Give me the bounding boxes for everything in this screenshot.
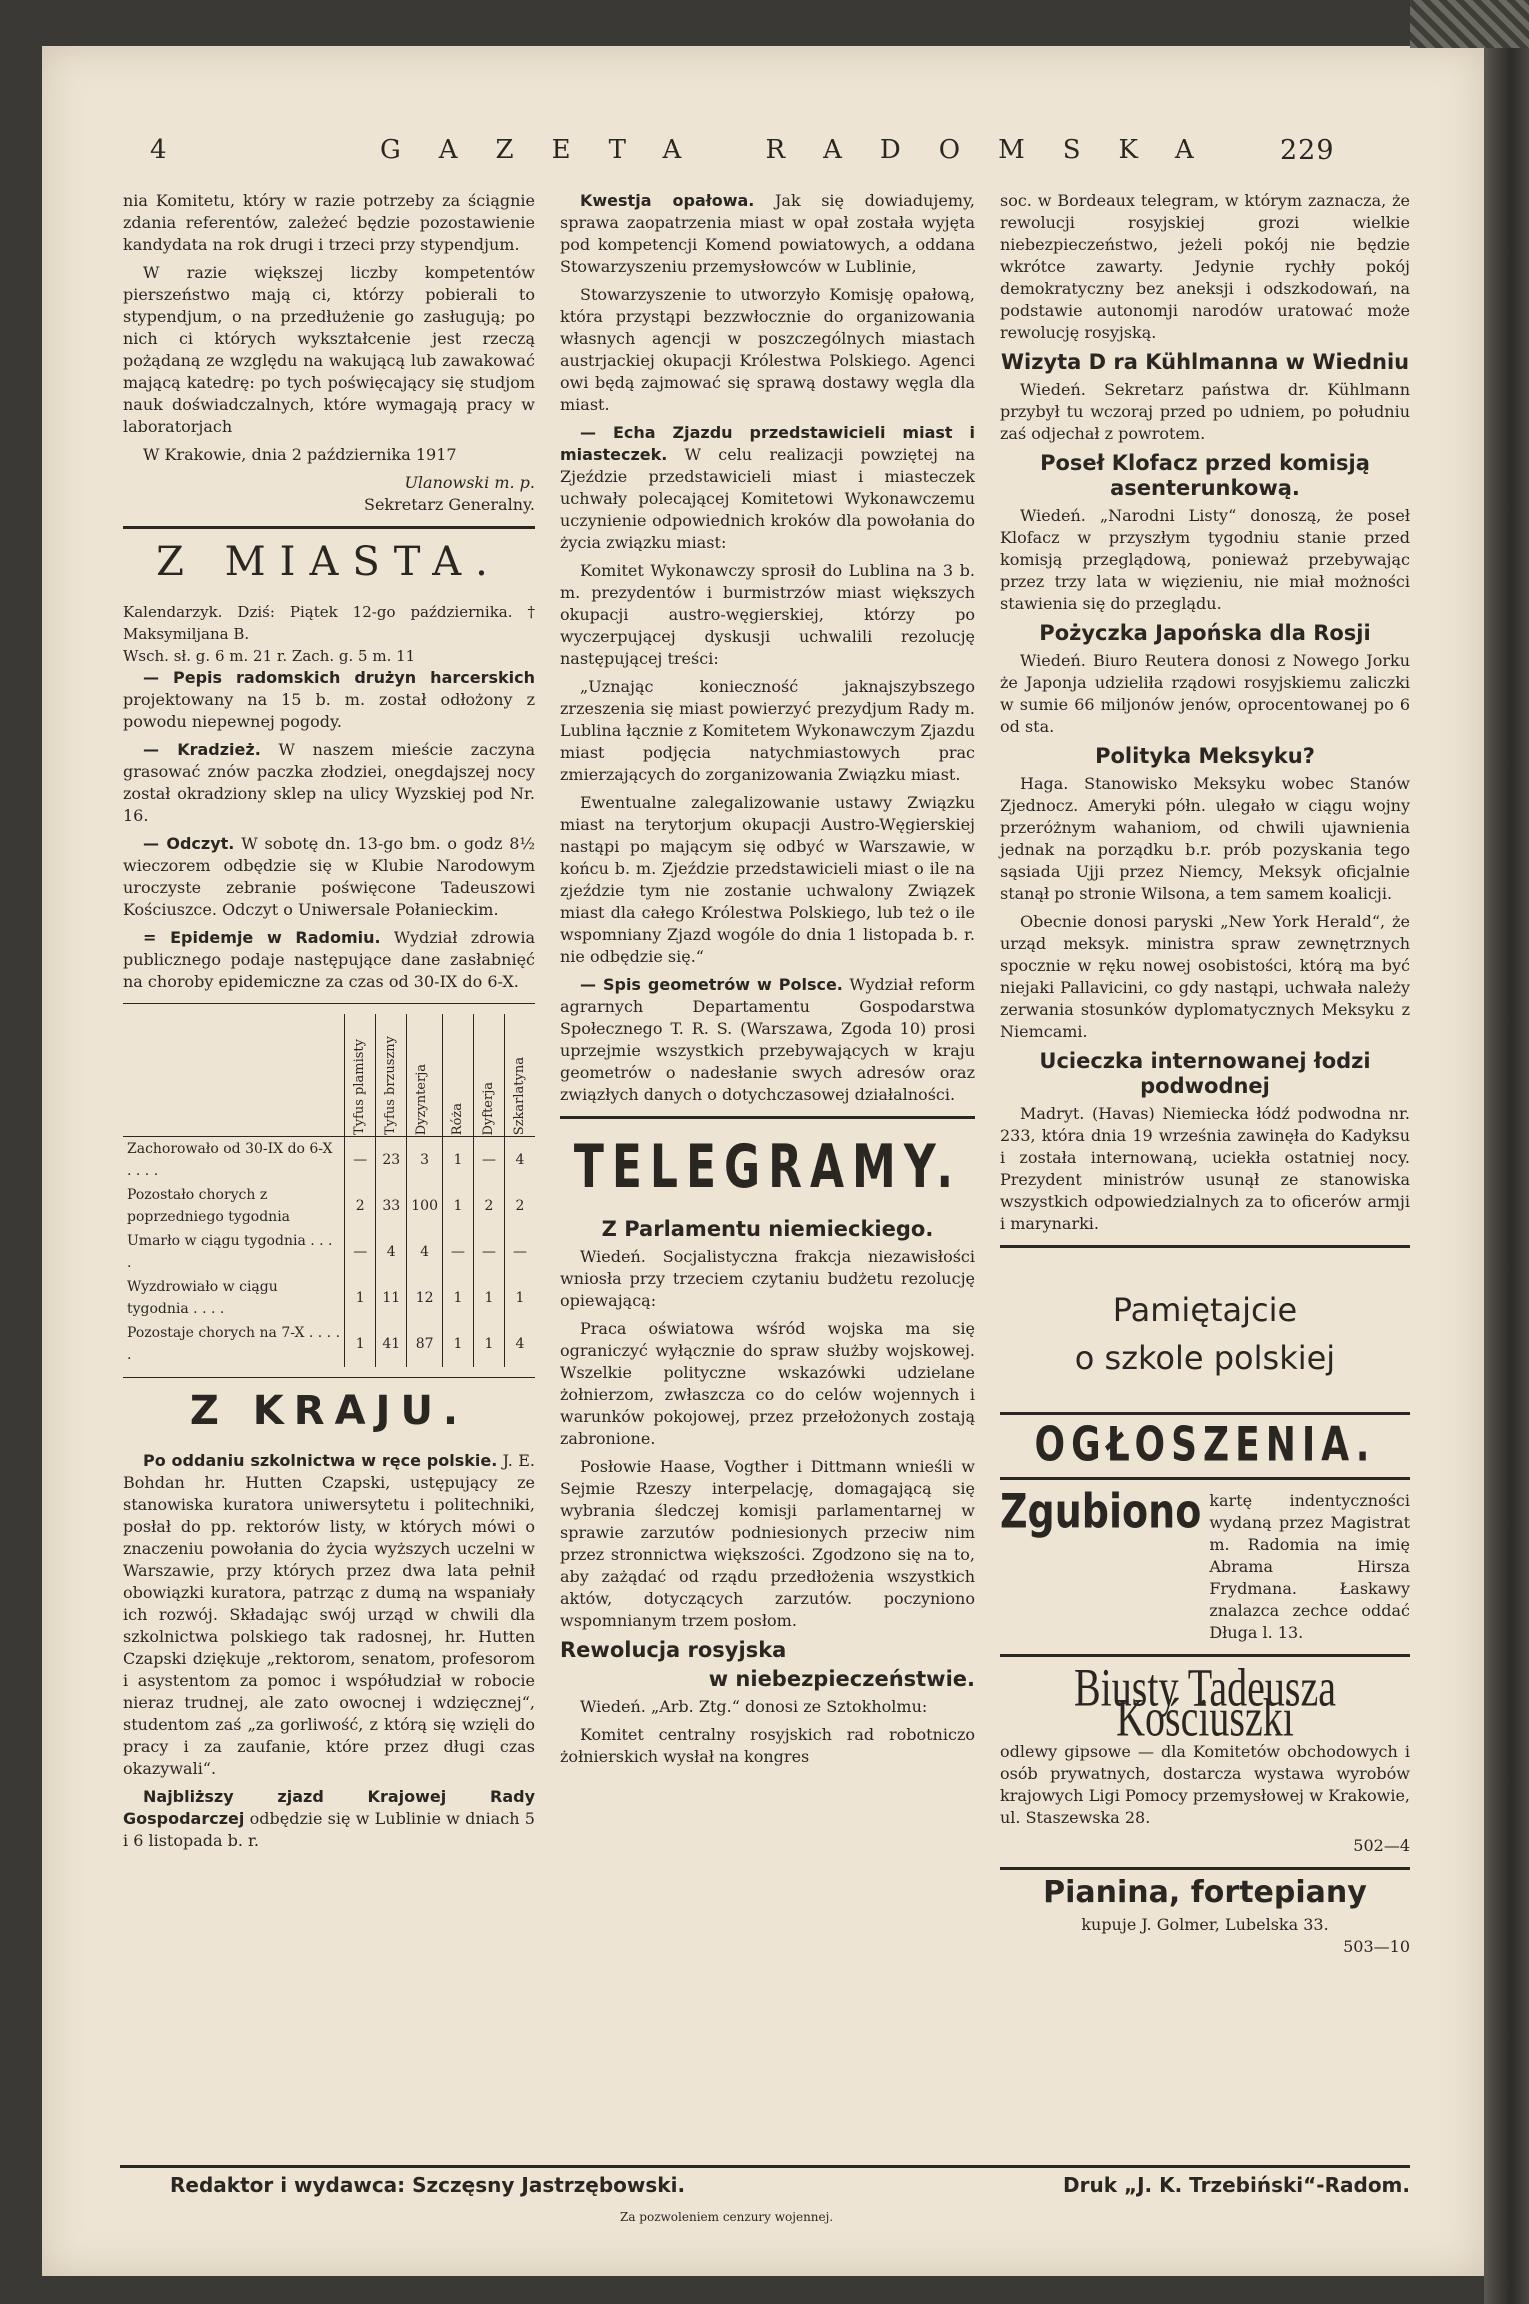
signature-role: Sekretarz Generalny. bbox=[363, 495, 535, 514]
headline: w niebezpieczeństwie. bbox=[708, 1667, 975, 1691]
cell: 23 bbox=[376, 1137, 407, 1184]
cell: — bbox=[345, 1137, 376, 1184]
paragraph: „Uznając konieczność jaknajszybszego zrzeszenia się miast powierzyć prezydjum Rady m. Lublina łącznie z Komitetem Wykonawczym Zjazdu miast podjęcia natychmiastowych prac zmierzających do zorganizowania Związku miast. bbox=[560, 677, 975, 784]
divider bbox=[560, 1116, 975, 1119]
table-header: Dyfterja bbox=[481, 1081, 496, 1135]
cell: 87 bbox=[407, 1321, 443, 1367]
cell: 2 bbox=[345, 1183, 376, 1229]
row-label: Wyzdrowiało w ciągu tygodnia . . . . bbox=[127, 1279, 278, 1317]
cell: 4 bbox=[505, 1137, 536, 1184]
cell: 1 bbox=[443, 1183, 474, 1229]
section-title-z-kraju: Z KRAJU. bbox=[189, 1388, 469, 1434]
table-row bbox=[123, 1183, 535, 1229]
news-head: Najbliższy zjazd Krajowej Rady Gospodarczej bbox=[123, 1787, 535, 1828]
cell: 1 bbox=[443, 1321, 474, 1367]
news-head: — Odczyt. bbox=[143, 834, 235, 853]
cell: — bbox=[443, 1229, 474, 1275]
divider bbox=[1000, 1412, 1410, 1415]
news-head: — Echa Zjazdu przedstawicieli miast i miasteczek. bbox=[560, 423, 975, 464]
ad-body: kupuje J. Golmer, Lubelska 33. bbox=[1081, 1915, 1329, 1934]
headline: Ucieczka internowanej łodzi podwodnej bbox=[1039, 1049, 1371, 1098]
ad-line: Pamiętajcie bbox=[1112, 1291, 1298, 1329]
cell: 2 bbox=[474, 1183, 505, 1229]
paragraph: Madryt. (Havas) Niemiecka łódź podwodna nr. 233, która dnia 19 września zawinęła do Kadyksu i została internowaną, uciekła ostatniej nocy. Prezydent ministrów usunął ze stanowiska wszystkich odpowiedzialnych za to oficerów armji i marynarki. bbox=[1000, 1104, 1410, 1233]
cell: 11 bbox=[376, 1275, 407, 1321]
paragraph: soc. w Bordeaux telegram, w którym zaznacza, że rewolucji rosyjskiej grozi wielkie niebezpieczeństwo, jeżeli pokój nie będzie wkrótce zawarty. Jedynie rychły pokój demokratyczny bez aneksji i odszkodowań, na podstawie autonomji narodów uratować może rewolucję rosyjską. bbox=[1000, 191, 1410, 342]
headline: Pożyczka Japońska dla Rosji bbox=[1039, 621, 1371, 645]
paragraph: Wiedeń. Biuro Reutera donosi z Nowego Jorku że Japonja udzieliła rządowi rosyjskiemu zaliczki w sumie 66 miljonów jenów, oprocentowanej po 6 od sta. bbox=[1000, 651, 1410, 736]
news-head: — Pepis radomskich drużyn harcerskich bbox=[143, 668, 535, 687]
epidemic-table bbox=[123, 1014, 535, 1367]
paragraph: nia Komitetu, który w razie potrzeby za ściągnie zdania referentów, zależeć będzie pozostawienie kandydata na rok drugi i trzeci przy stypendjum. bbox=[123, 191, 535, 254]
paragraph: Wiedeń. Socjalistyczna frakcja niezawisłości wniosła przy trzeciem czytaniu budżetu rezolucję opiewającą: bbox=[560, 1247, 975, 1310]
ad-body: odlewy gipsowe — dla Komitetów obchodowych i osób prywatnych, dostarcza wystawa wyrobów krajowych Ligi Pomocy przemysłowej w Krakowie, ul. Staszewska 28. bbox=[1000, 1742, 1410, 1827]
page-number-left: 4 bbox=[150, 135, 171, 165]
table-row bbox=[123, 1137, 535, 1184]
censor-note: Za pozwoleniem cenzury wojennej. bbox=[620, 2210, 834, 2224]
cell: 1 bbox=[474, 1321, 505, 1367]
table-header: Tyfus brzuszny bbox=[383, 1036, 399, 1135]
news-head: = Epidemje w Radomiu. bbox=[143, 928, 381, 947]
headline: Z Parlamentu niemieckiego. bbox=[601, 1217, 934, 1241]
divider bbox=[123, 526, 535, 529]
paragraph: Komitet Wykonawczy sprosił do Lublina na 3 b. m. prezydentów i burmistrzów miast większych okupacji austro-węgierskiej, którzy po wyczerpującej dyskusji uchwalili rezolucję następującej treści: bbox=[560, 561, 975, 668]
column-1 bbox=[123, 190, 535, 1858]
divider bbox=[123, 1003, 535, 1004]
row-label: Zachorowało od 30-IX do 6-X . . . . bbox=[127, 1141, 333, 1179]
cell: 4 bbox=[407, 1229, 443, 1275]
cell: 33 bbox=[376, 1183, 407, 1229]
paragraph: W razie większej liczby kompetentów pierszeństwo mają ci, którzy pobierali to stypendjum, o na przedłużenie go zasługują; po nich ci których wykształcenie jest rzeczą pożądaną ze względu na wakującą lub zawakować mającą katedrę: po tych poświęcający się studjom nauk doświadczalnych, które wymagają pracy w laboratorjach bbox=[123, 263, 535, 436]
table-header-row bbox=[123, 1014, 535, 1137]
cell: 4 bbox=[505, 1321, 536, 1367]
paragraph: Posłowie Haase, Vogther i Dittmann wnieśli w Sejmie Rzeszy interpelację, domagającą się wybrania śledczej komisji parlamentarnej w sprawie zarzutów podniesionych przeciw nim przez stronnictwa większości. Zgodzono się na to, aby zażądać od rządu przedłożenia wszystkich aktów, dotyczących zarzutów. poczyniono wspomnianym trzem posłom. bbox=[560, 1457, 975, 1630]
headline: Wizyta D ra Kühlmanna w Wiedniu bbox=[1000, 350, 1410, 374]
cell: 1 bbox=[443, 1137, 474, 1184]
ad-zgubiono bbox=[1000, 1483, 1410, 1644]
cell: — bbox=[505, 1229, 536, 1275]
headline: Polityka Meksyku? bbox=[1095, 744, 1315, 768]
news-head: — Kradzież. bbox=[143, 740, 261, 759]
signature-name: Ulanowski m. p. bbox=[404, 473, 535, 492]
table-row bbox=[123, 1275, 535, 1321]
footer-editor: Redaktor i wydawca: Szczęsny Jastrzębowski. bbox=[170, 2173, 686, 2197]
news-body: W sobotę dn. 13-go bm. o godz 8½ wieczorem odbędzie się w Klubie Narodowym uroczyste zebranie poświęcone Tadeuszowi Kościuszce. Odczyt o Uniwersale Połanieckim. bbox=[123, 834, 535, 919]
paragraph: Komitet centralny rosyjskich rad robotniczo żołnierskich wysłał na kongres bbox=[560, 1725, 975, 1766]
cell: 1 bbox=[474, 1275, 505, 1321]
table-row bbox=[123, 1229, 535, 1275]
news-body: Wydział reform agrarnych Departamentu Gospodarstwa Społecznego T. R. S. (Warszawa, Zgoda 10) prosi uprzejmie wszystkich przebywających w kraju geometrów o nadesłanie swych adresów oraz związłych danych o dotychczasowej działalności. bbox=[560, 975, 975, 1104]
row-label: Pozostaje chorych na 7-X . . . . . bbox=[127, 1325, 341, 1363]
table-row bbox=[123, 1321, 535, 1367]
headline: Poseł Klofacz przed komisją asenterunkową. bbox=[1040, 451, 1370, 500]
row-label: Umarło w ciągu tygodnia . . . . bbox=[127, 1233, 333, 1271]
paragraph: Wiedeń. „Narodni Listy“ donoszą, że poseł Klofacz w przyszłym tygodniu stanie przed komisją przeglądową, ponieważ przebywając przez trzy lata w więzieniu, nie miał możności stawienia się do przeglądu. bbox=[1000, 506, 1410, 613]
column-2 bbox=[560, 190, 975, 1774]
news-head: — Spis geometrów w Polsce. bbox=[580, 975, 843, 994]
ad-title: Biusty Tadeusza Kościuszki bbox=[1074, 1657, 1336, 1748]
table-header: Szkarlatyna bbox=[512, 1056, 527, 1135]
cell: 1 bbox=[345, 1275, 376, 1321]
paragraph: Praca oświatowa wśród wojska ma się ograniczyć wyłącznie do spraw służby wojskowej. Wszelkie polityczne wskazówki udzielane żołnierzom, zwłaszcza co do celów wojennych i warunków pokojowej, przez przełożonych zostają zabronione. bbox=[560, 1319, 975, 1448]
table-header: Dyzynterja bbox=[414, 1063, 430, 1135]
cell: 12 bbox=[407, 1275, 443, 1321]
ad-pamietajcie bbox=[1000, 1286, 1410, 1382]
divider bbox=[1000, 1867, 1410, 1870]
ad-title: Zgubiono bbox=[1000, 1483, 1202, 1539]
news-body: Wydział zdrowia publicznego podaje następujące dane zasłabnięć na choroby epidemiczne za czas od 30-IX do 6-X. bbox=[123, 928, 536, 991]
divider bbox=[1000, 1477, 1410, 1480]
paragraph: Wiedeń. Sekretarz państwa dr. Kühlmann przybył tu wczoraj przed po udniem, po południu zaś odjechał z powrotem. bbox=[1000, 380, 1410, 443]
divider bbox=[123, 1377, 535, 1378]
cell: 1 bbox=[345, 1321, 376, 1367]
column-3 bbox=[1000, 190, 1410, 1958]
cell: 1 bbox=[505, 1275, 536, 1321]
ad-number: 502—4 bbox=[1353, 1836, 1410, 1855]
ad-line: o szkole polskiej bbox=[1074, 1339, 1336, 1377]
row-label: Pozostało chorych z poprzedniego tygodnia bbox=[127, 1187, 291, 1225]
page-number-right: 229 bbox=[1280, 135, 1335, 166]
news-body: W celu realizacji powziętej na Zjeździe przedstawicieli miast i miasteczek uchwały polecającej Komitetowi Wykonawczemu uczynienie odpowiednich kroków dla powołania do życia związku miast: bbox=[560, 445, 975, 552]
section-title-telegramy: TELEGRAMY. bbox=[573, 1132, 962, 1202]
page-header bbox=[110, 135, 1410, 175]
cell: 100 bbox=[407, 1183, 443, 1229]
news-body: odbędzie się w Lublinie w dniach 5 i 6 listopada b. r. bbox=[123, 1809, 535, 1850]
paragraph: Stowarzyszenie to utworzyło Komisję opałową, która przystąpi bezzwłocznie do organizowania własnych agencji w poszczególnych miastach austrjackiej okupacji Królestwa Polskiego. Agenci owi będą zajmować się sprawą dostawy węgla dla miast. bbox=[560, 285, 975, 414]
table-header: Tyfus plamisty bbox=[352, 1039, 368, 1135]
cell: 4 bbox=[376, 1229, 407, 1275]
paragraph: Wiedeń. „Arb. Ztg.“ donosi ze Sztokholmu: bbox=[580, 1697, 928, 1716]
paragraph: Haga. Stanowisko Meksyku wobec Stanów Zjednocz. Ameryki półn. ulegało w ciągu wojny przeróżnym wahaniom, od chwili ujawnienia jednak na porządku b.r. prób pozyskania tego sąsiada Ujji przez Niemcy, Meksyk oficjalnie stanął po stronie Wilsona, a tem samem koalicji. bbox=[1000, 774, 1410, 903]
footer-divider bbox=[120, 2165, 1410, 2168]
cell: 1 bbox=[443, 1275, 474, 1321]
section-title-ogloszenia: OGŁOSZENIA. bbox=[1034, 1418, 1376, 1472]
ad-body: kartę indentyczności wydaną przez Magistrat m. Radomia na imię Abrama Hirsza Frydmana. Łaskawy znalazca zechce oddać Długa l. 13. bbox=[1209, 1491, 1410, 1642]
paragraph: Ewentualne zalegalizowanie ustawy Związku miast na terytorjum okupacji Austro-Węgierskiej nastąpi po mającym się odbyć w Warszawie, w końcu b. m. Zjeździe przedstawicieli miast o ile na zjeździe tym nie zostanie uchwalony Związek miast dla całego Królestwa Polskiego, lub też o ile wspomniany Zjazd wogóle do dnia 1 listopada b. r. nie odbędzie się.“ bbox=[560, 793, 975, 966]
ad-number: 503—10 bbox=[1343, 1937, 1410, 1956]
table-header: Róża bbox=[450, 1102, 465, 1135]
sun-times: Wsch. sł. g. 6 m. 21 r. Zach. g. 5 m. 11 bbox=[123, 647, 416, 665]
cell: 2 bbox=[505, 1183, 536, 1229]
news-body: J. E. Bohdan hr. Hutten Czapski, ustępujący ze stanowiska kuratora uniwersytetu i politechniki, posłał do pp. rektorów listy, w których mówi o znaczeniu powołania do życia wyższych uczelni w Warszawie, przy których przez dwa lata pełnił obowiązki kuratora, patrząc z dumą na wspaniały ich rozwój. Składając swój urząd w chwili dla szkolnictwa polskiego tak radosnej, hr. Hutten Czapski dziękuje „rektorom, senatom, profesorom i asystentom za pomoc i współudział w robocie nieraz trudnej, ale zato owocnej i wdzięcznej“, studentom zaś „za gorliwość, z którą się wzięli do pracy i za zaufanie, które przez długi czas okazywali“. bbox=[123, 1451, 535, 1778]
news-body: W naszem mieście zaczyna grasować znów paczka złodziei, onegdajszej nocy został okradziony sklep na ulicy Wyzskiej pod Nr. 16. bbox=[123, 740, 535, 825]
news-head: Kwestja opałowa. bbox=[580, 191, 755, 210]
binding-band bbox=[1410, 0, 1529, 48]
cell: — bbox=[345, 1229, 376, 1275]
cell: 41 bbox=[376, 1321, 407, 1367]
cell: 3 bbox=[407, 1137, 443, 1184]
divider bbox=[1000, 1245, 1410, 1248]
footer-printer: Druk „J. K. Trzebiński“-Radom. bbox=[1063, 2173, 1410, 2197]
cell: — bbox=[474, 1137, 505, 1184]
headline: Rewolucja rosyjska bbox=[560, 1638, 787, 1662]
paragraph: Obecnie donosi paryski „New York Herald“, że urząd meksyk. ministra spraw zewnętrznych spocznie w ręku nowej osobistości, którą ma być niejaki Pallavicini, co gdy nastąpi, uchwała należy zerwania stosunków dyplomatycznych Meksyku z Niemcami. bbox=[1000, 912, 1410, 1041]
ad-title: Pianina, fortepiany bbox=[1043, 1875, 1367, 1910]
kalendarz: Kalendarzyk. Dziś: Piątek 12-go października. † Maksymiljana B. bbox=[123, 603, 535, 643]
news-body: projektowany na 15 b. m. został odłożony z powodu niepewnej pogody. bbox=[123, 690, 535, 731]
section-title-z-miasta: Z MIASTA. bbox=[156, 539, 502, 585]
cell: — bbox=[474, 1229, 505, 1275]
date-line: W Krakowie, dnia 2 października 1917 bbox=[143, 445, 457, 464]
news-head: Po oddaniu szkolnictwa w ręce polskie. bbox=[143, 1451, 498, 1470]
binding-spine bbox=[1484, 0, 1529, 2304]
news-body: Jak się dowiadujemy, sprawa zaopatrzenia miast w opał została wyjęta pod kompetencji Komend powiatowych, a oddana Stowarzyszeniu przemysłowców w Lublinie, bbox=[560, 191, 975, 276]
masthead: GAZETA RADOMSKA bbox=[380, 135, 1232, 165]
